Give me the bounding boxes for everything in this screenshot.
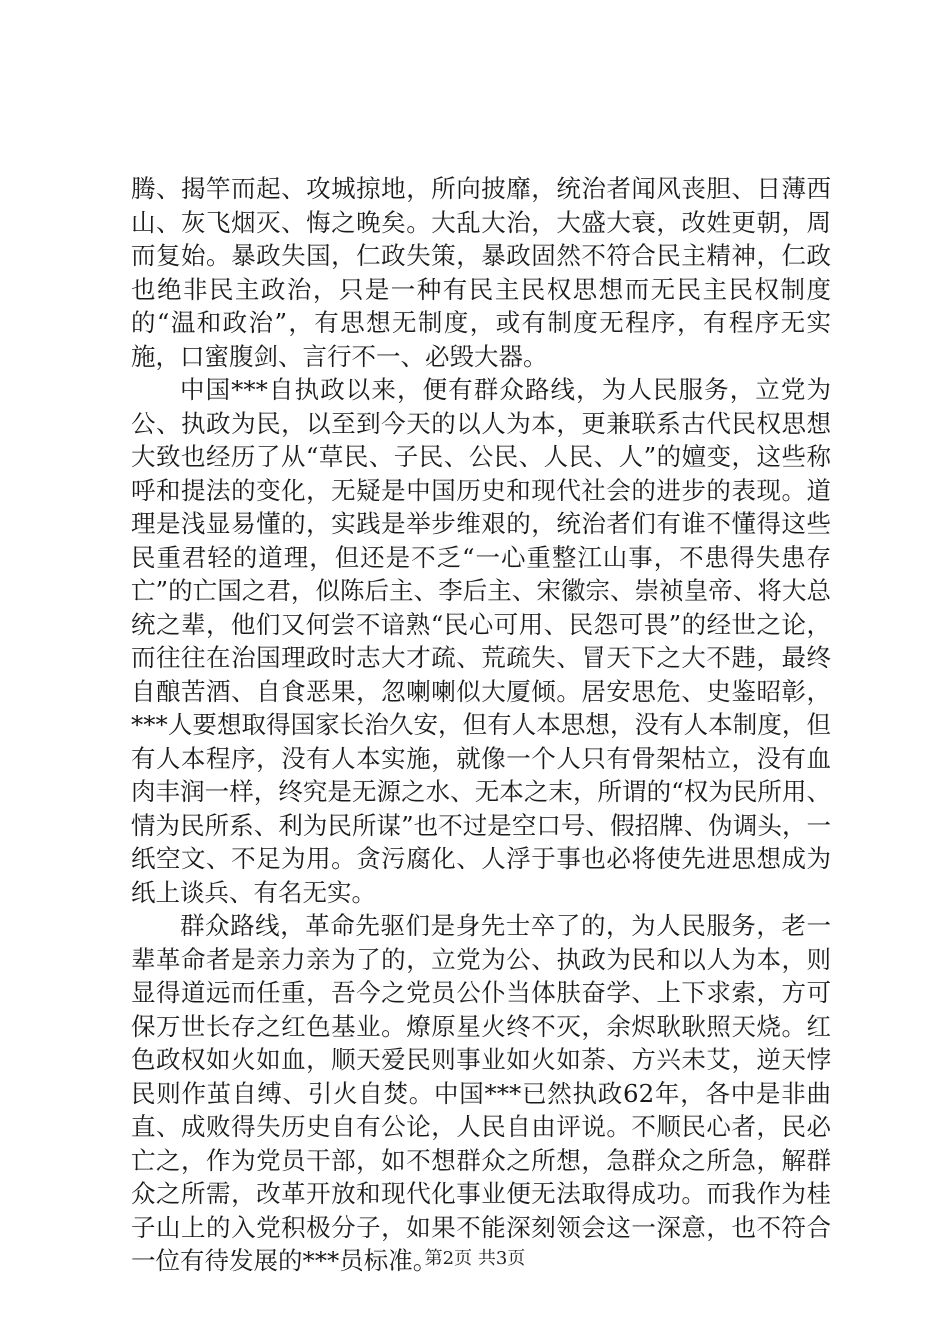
paragraph-1: 腾、揭竿而起、攻城掠地，所向披靡，统治者闻风丧胆、日薄西山、灰飞烟灭、悔之晚矣。大乱大治，大盛大衰，改姓更朝，周而复始。暴政失国，仁政失策，暴政固然不符合民主精神，仁政也绝非民主政治，只是一种有民主民权思想而无民主民权制度的“温和政治”，有思想无制度，或有制度无程序，有程序无实施，口蜜腹剑、言行不一、必毁大器。: [131, 174, 831, 371]
document-body: [131, 172, 831, 1278]
paragraph-2: 中国***自执政以来，便有群众路线，为人民服务，立党为公、执政为民，以至到今天的以人为本，更兼联系古代民权思想大致也经历了从“草民、子民、公民、人民、人”的嬗变，这些称呼和提法的变化，无疑是中国历史和现代社会的进步的表现。道理是浅显易懂的，实践是举步维艰的，统治者们有谁不懂得这些民重君轻的道理，但还是不乏“一心重整江山事，不患得失患存亡”的亡国之君，似陈后主、李后主、宋徽宗、崇祯皇帝、将大总统之辈，他们又何尝不谙熟“民心可用、民怨可畏”的经世之论，而往往在治国理政时志大才疏、荒疏失、冒天下之大不韪，最终自酿苦酒、自食恶果，忽喇喇似大厦倾。居安思危、史鉴昭彰，***人要想取得国家长治久安，但有人本思想，没有人本制度，但有人本程序，没有人本实施，就像一个人只有骨架枯立，没有血肉丰润一样，终究是无源之水、无本之末，所谓的“权为民所用、情为民所系、利为民所谋”也不过是空口号、假招牌、伪调头，一纸空文、不足为用。贪污腐化、人浮于事也必将使先进思想成为纸上谈兵、有名无实。: [131, 375, 831, 907]
paragraph-3: 群众路线，革命先驱们是身先士卒了的，为人民服务，老一辈革命者是亲力亲为了的，立党为公、执政为民和以人为本，则显得道远而任重，吾今之党员公仆当体肤奋学、上下求索，方可保万世长存之红色基业。燎原星火终不灭，余烬耿耿照天烧。红色政权如火如血，顺天爱民则事业如火如荼、方兴未艾，逆天悖民则作茧自缚、引火自焚。中国***已然执政62年，各中是非曲直、成败得失历史自有公论，人民自由评说。不顺民心者，民必亡之，作为党员干部，如不想群众之所想，急群众之所急，解群众之所需，改革开放和现代化事业便无法取得成功。而我作为桂子山上的入党积极分子，如果不能深刻领会这一深意，也不符合一位有待发展的***员标准。: [131, 911, 831, 1275]
page-number-footer: 第2页 共3页: [424, 1248, 526, 1269]
